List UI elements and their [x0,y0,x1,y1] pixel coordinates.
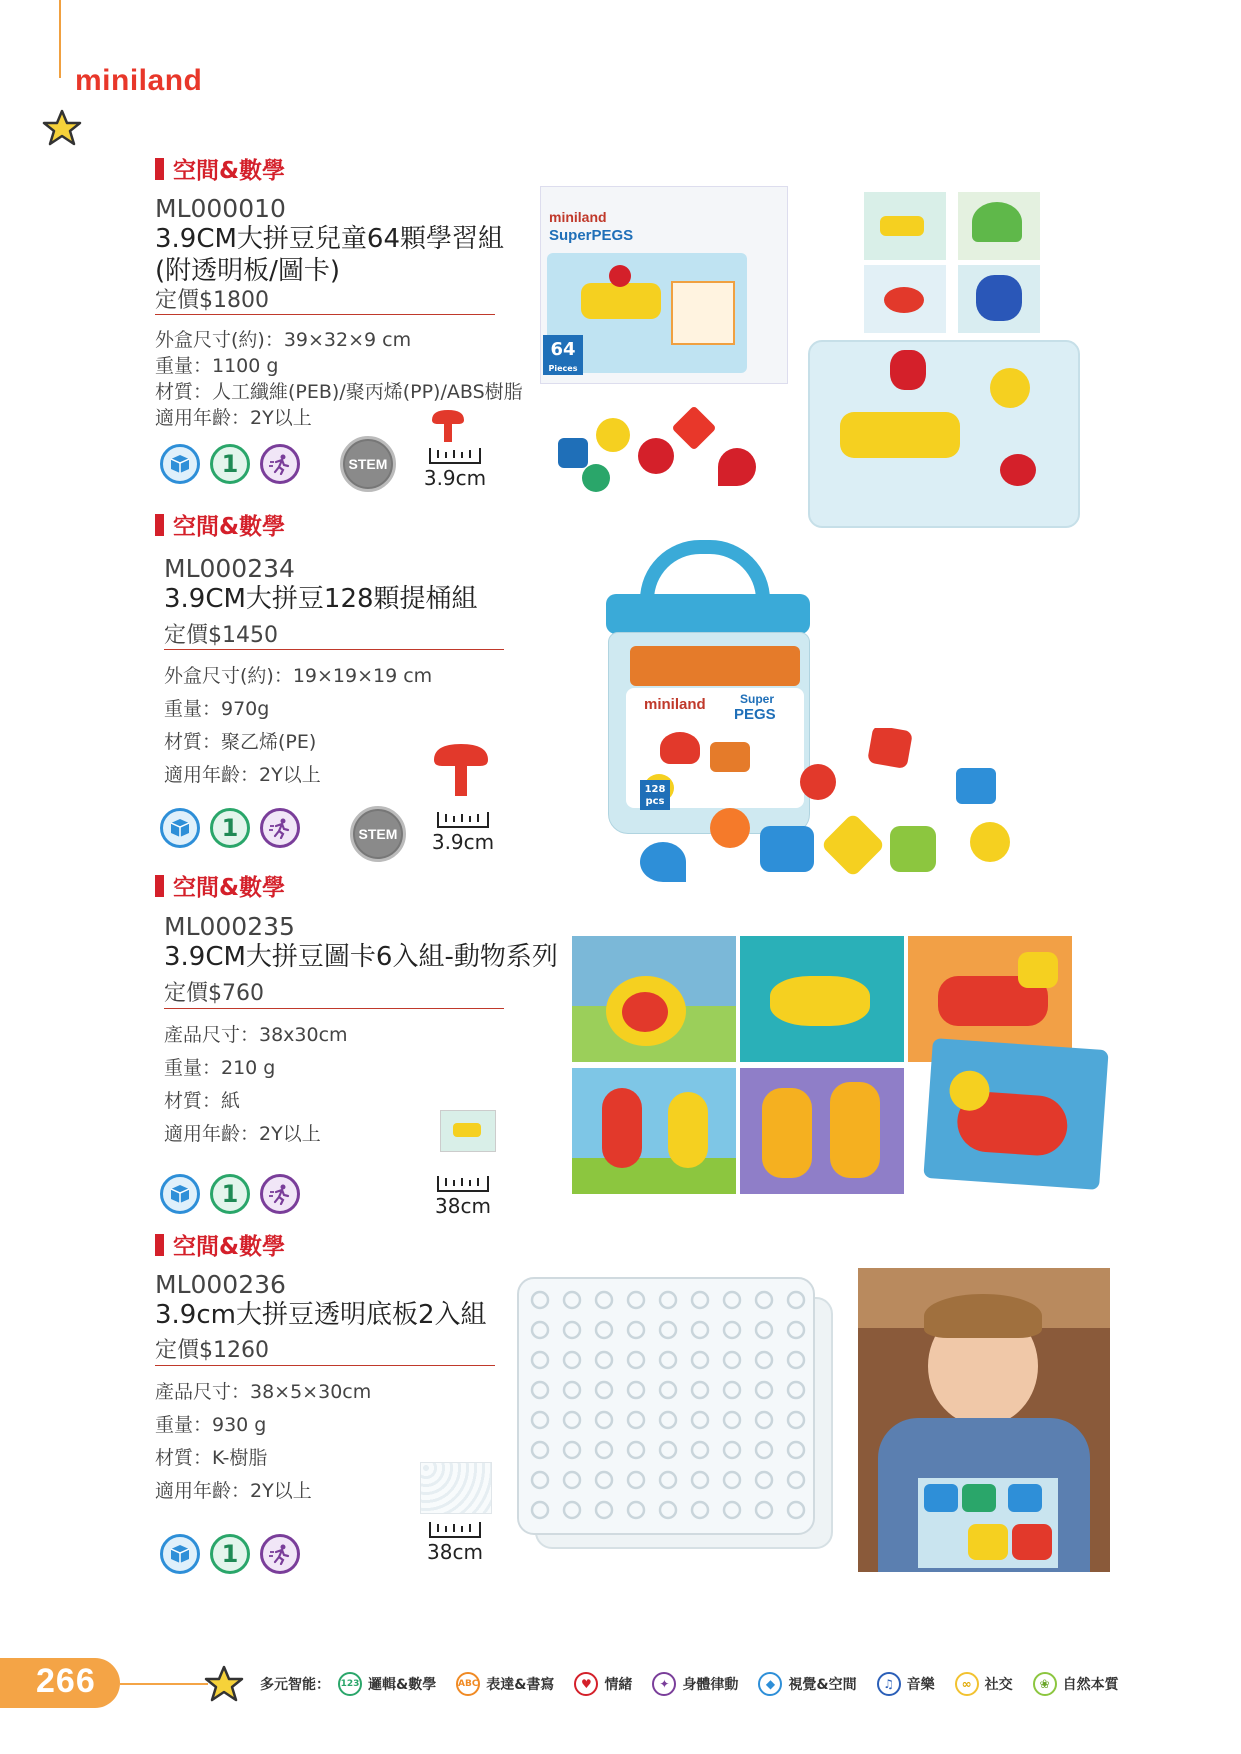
product-price: 定價$1260 [155,1338,269,1363]
stem-badge: STEM [340,436,396,492]
star-icon [42,108,82,148]
base-plate-thumbnail [420,1462,492,1514]
intelligence-icons [160,1174,300,1214]
leaf-icon: ❀ [1033,1672,1057,1696]
spec-size: 產品尺寸：38x30cm [164,1024,348,1046]
social-icon: ∞ [955,1672,979,1696]
size-indicator [428,1176,498,1218]
spec-size: 產品尺寸：38×5×30cm [155,1381,372,1403]
intelligence-icons [160,808,300,848]
ruler-icon [429,448,481,464]
animal-card-foxes [740,1068,904,1194]
category-marker [155,158,164,180]
spec-age: 適用年齡：2Y以上 [155,407,312,429]
legend-item-logic: 123 邏輯&數學 [338,1672,436,1696]
product-name: 3.9CM大拼豆兒童64顆學習組 [155,224,505,254]
ruler-icon [429,1522,481,1538]
star-icon [204,1664,244,1704]
spec-age: 適用年齡：2Y以上 [164,1123,321,1145]
legend-title: 多元智能： [260,1677,330,1693]
legend-item-body: ✦ 身體律動 [652,1672,738,1696]
size-indicator [420,448,490,490]
loose-pegs-image [640,728,1060,888]
spec-age: 適用年齡：2Y以上 [164,764,321,786]
number-one-icon: 1 [210,808,250,848]
category-marker [155,875,164,897]
running-icon [260,1174,300,1214]
legend-item-emotion: ♥ 情緒 [574,1672,632,1696]
product-price: 定價$1450 [164,623,278,648]
animal-card-snail [572,936,736,1062]
divider [164,1008,504,1009]
loose-pegs-image [548,398,788,508]
stem-badge: STEM [350,806,406,862]
bucket-jar-image: miniland Super PEGS 128 pcs [600,536,820,836]
brand-logo: miniland [75,64,203,97]
pattern-card-duck [864,192,946,260]
category-label: 空間&數學 [155,1228,285,1261]
product-code: ML000234 [164,554,295,583]
spec-weight: 重量：930 g [155,1414,267,1436]
spec-material: 材質：聚乙烯(PE) [164,731,317,753]
spec-material: 材質：紙 [164,1090,241,1112]
cube-icon [160,444,200,484]
abc-writing-icon: ABC [456,1672,480,1696]
legend-item-social: ∞ 社交 [955,1672,1013,1696]
product-price: 定價$760 [164,981,264,1006]
animal-card-birds [572,1068,736,1194]
ruler-icon [437,812,489,828]
spec-age: 適用年齡：2Y以上 [155,1480,312,1502]
size-label: 38cm [435,1194,491,1218]
logic-math-icon: 123 [338,1672,362,1696]
legend-item-visual: ◆ 視覺&空間 [758,1672,856,1696]
product-name-line2: (附透明板/圖卡) [155,256,341,286]
pattern-card-crab [864,265,946,333]
product-box-image: miniland SuperPEGS 64 Pieces [540,186,788,384]
spec-material: 材質：人工纖維(PEB)/聚丙烯(PP)/ABS樹脂 [155,381,523,403]
card-thumbnail [440,1110,496,1152]
page-number: 266 [36,1662,96,1700]
divider [164,649,504,650]
peg-icon [430,740,492,800]
running-icon [260,808,300,848]
footer-line [120,1683,208,1685]
number-one-icon: 1 [210,1534,250,1574]
category-label: 空間&數學 [155,869,285,902]
legend-item-nature: ❀ 自然本質 [1033,1672,1119,1696]
size-label: 3.9cm [423,466,487,490]
size-label: 38cm [427,1540,483,1564]
product-code: ML000236 [155,1270,286,1299]
size-label: 3.9cm [431,830,495,854]
intelligence-icons [160,1534,300,1574]
product-name: 3.9CM大拼豆128顆提桶組 [164,584,478,614]
cube-icon [160,1174,200,1214]
running-icon [260,444,300,484]
cube-icon: ◆ [758,1672,782,1696]
cube-icon [160,1534,200,1574]
header-accent-line [59,0,61,78]
intelligence-legend [260,1672,1131,1696]
running-icon [260,1534,300,1574]
pattern-card-cat [958,265,1040,333]
spec-size: 外盒尺寸(約)：19×19×19 cm [164,665,433,687]
spec-weight: 重量：210 g [164,1057,276,1079]
product-name: 3.9CM大拼豆圖卡6入組-動物系列 [164,942,558,972]
spec-weight: 重量：970g [164,698,270,720]
size-indicator [420,1522,490,1564]
legend-item-expression: ABC 表達&書寫 [456,1672,554,1696]
category-marker [155,1234,164,1256]
animal-card-fish [740,936,904,1062]
product-code: ML000010 [155,194,286,223]
animal-card-duck [923,1038,1108,1190]
transparent-pegboard-image [808,340,1080,528]
cube-icon [160,808,200,848]
legend-item-music: ♫ 音樂 [877,1672,935,1696]
running-icon: ✦ [652,1672,676,1696]
divider [155,314,495,315]
peg-icon [428,406,468,446]
clear-base-plate-image [510,1270,840,1560]
category-label: 空間&數學 [155,508,285,541]
music-note-icon: ♫ [877,1672,901,1696]
spec-weight: 重量：1100 g [155,355,279,377]
child-photo [858,1268,1110,1572]
pattern-card-turtle [958,192,1040,260]
number-one-icon: 1 [210,444,250,484]
category-marker [155,514,164,536]
product-code: ML000235 [164,912,295,941]
product-name: 3.9cm大拼豆透明底板2入組 [155,1300,487,1330]
spec-size: 外盒尺寸(約)：39×32×9 cm [155,329,412,351]
intelligence-icons [160,444,300,484]
heart-icon: ♥ [574,1672,598,1696]
size-indicator [428,812,498,854]
spec-material: 材質：K-樹脂 [155,1447,268,1469]
divider [155,1365,495,1366]
category-label: 空間&數學 [155,152,285,185]
product-price: 定價$1800 [155,288,269,313]
ruler-icon [437,1176,489,1192]
number-one-icon: 1 [210,1174,250,1214]
